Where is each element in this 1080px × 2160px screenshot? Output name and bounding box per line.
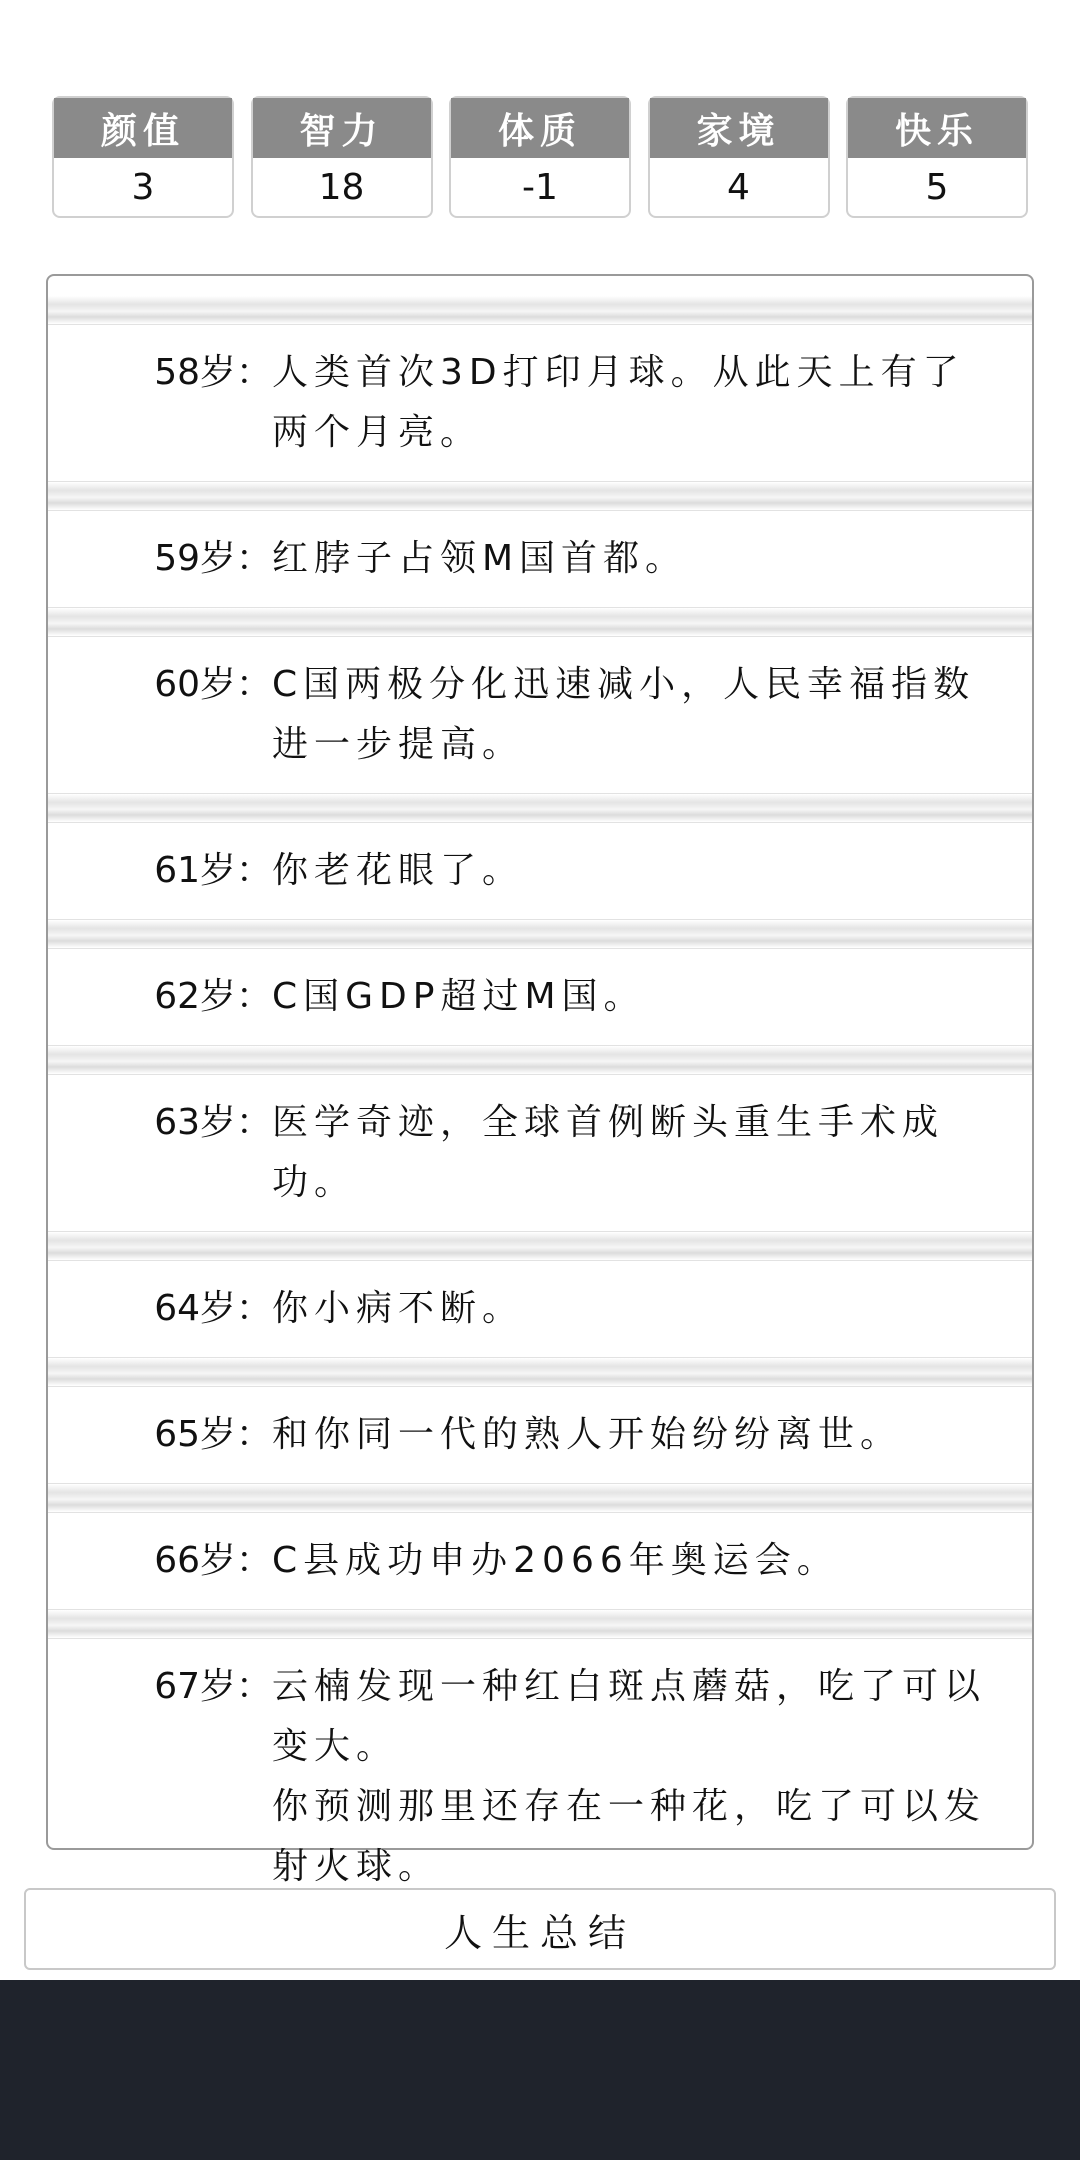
stat-label: 智力 (253, 98, 431, 158)
entry-age: 58岁： (154, 352, 272, 393)
entry-text: 你老花眼了。 (272, 850, 525, 891)
divider (48, 920, 1032, 948)
stat-family (648, 96, 830, 218)
life-summary-button[interactable]: 人生总结 (24, 1888, 1056, 1970)
divider (48, 1484, 1032, 1512)
timeline-entry (48, 822, 1032, 920)
entry-text: C县成功申办2066年奥运会。 (272, 1540, 839, 1581)
entry-text: 你小病不断。 (272, 1288, 525, 1329)
entry-age: 64岁： (154, 1288, 272, 1329)
stat-value: 3 (131, 166, 155, 208)
entry-age: 62岁： (154, 976, 272, 1017)
stat-intelligence (251, 96, 433, 218)
timeline-entry (48, 1638, 1032, 1916)
entry-text-group (272, 1657, 1032, 1897)
divider (48, 608, 1032, 636)
divider (48, 794, 1032, 822)
stat-label: 颜值 (54, 98, 232, 158)
timeline-entry (48, 1512, 1032, 1610)
entry-text: 和你同一代的熟人开始纷纷离世。 (272, 1414, 903, 1455)
entry-age: 66岁： (154, 1540, 272, 1581)
entry-age: 60岁： (154, 664, 272, 705)
entry-text: 医学奇迹，全球首例断头重生手术成功。 (272, 1102, 945, 1203)
stat-label: 快乐 (848, 98, 1026, 158)
entry-text: 云楠发现一种红白斑点蘑菇，吃了可以变大。 (272, 1666, 987, 1767)
entry-age: 67岁： (154, 1666, 272, 1707)
timeline-entry (48, 1260, 1032, 1358)
entry-age: 65岁： (154, 1414, 272, 1455)
entry-text: 红脖子占领M国首都。 (272, 538, 688, 579)
timeline-entry (48, 510, 1032, 608)
stat-happiness (846, 96, 1028, 218)
bottom-bar (0, 1980, 1080, 2160)
life-timeline[interactable] (46, 274, 1034, 1887)
timeline-entry (48, 1386, 1032, 1484)
stat-constitution (449, 96, 631, 218)
timeline-entry (48, 1074, 1032, 1232)
divider (48, 482, 1032, 510)
entry-age: 63岁： (154, 1102, 272, 1143)
stat-value: -1 (522, 166, 558, 208)
divider (48, 1358, 1032, 1386)
stat-label: 家境 (650, 98, 828, 158)
entry-text: C国两极分化迅速减小，人民幸福指数进一步提高。 (272, 664, 976, 765)
entry-age: 59岁： (154, 538, 272, 579)
stat-value: 4 (727, 166, 750, 208)
timeline-scroll (48, 276, 1032, 1916)
entry-text: C国GDP超过M国。 (272, 976, 646, 1017)
stat-value: 5 (925, 166, 949, 208)
entry-text: 人类首次3D打印月球。从此天上有了两个月亮。 (272, 352, 965, 453)
entry-age: 61岁： (154, 850, 272, 891)
divider (48, 1046, 1032, 1074)
divider (48, 1232, 1032, 1260)
stat-value: 18 (318, 166, 365, 208)
stat-appearance (52, 96, 234, 218)
timeline-entry (48, 636, 1032, 794)
entry-text-continued: 你预测那里还存在一种花，吃了可以发射火球。 (272, 1786, 987, 1887)
divider (48, 296, 1032, 324)
divider (48, 1610, 1032, 1638)
attribute-panel (52, 96, 1028, 218)
timeline-entry (48, 948, 1032, 1046)
timeline-entry (48, 324, 1032, 482)
stat-label: 体质 (451, 98, 629, 158)
